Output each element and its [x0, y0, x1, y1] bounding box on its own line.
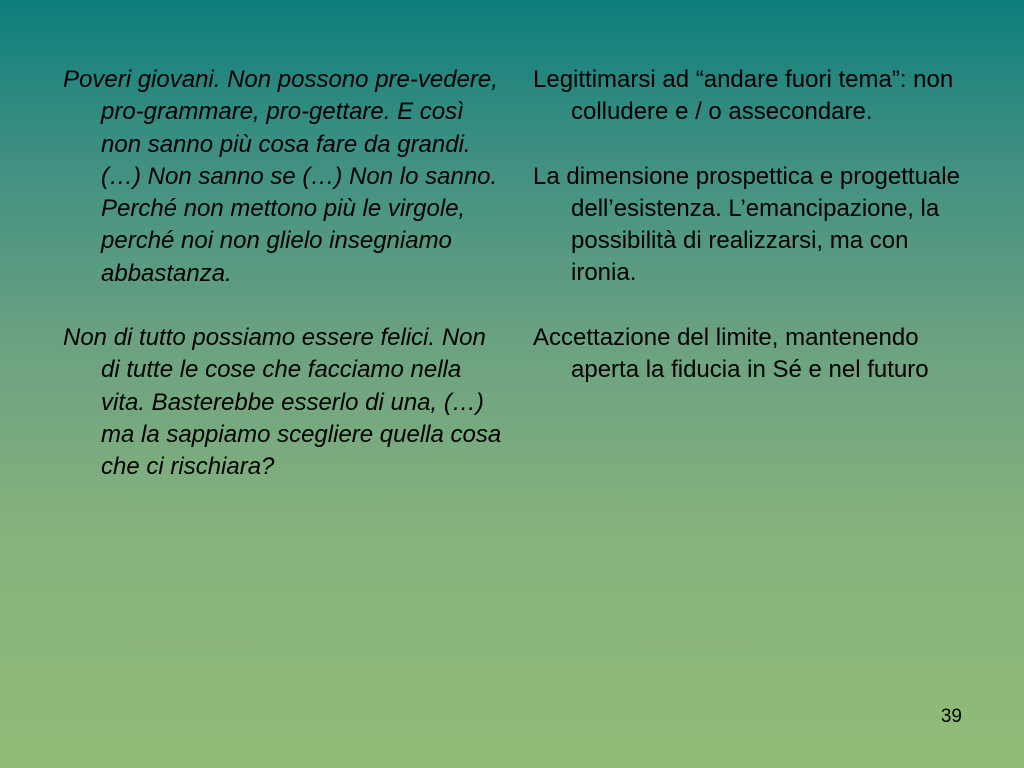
left-paragraph-1: Poveri giovani. Non possono pre-vedere, pro-grammare, pro-gettare. E così non sanno più cosa fare da grandi. (…) Non sanno se (…) Non lo sanno. Perché non mettono più le virgole, perché noi non glielo insegniamo abbastanza.: [63, 66, 498, 287]
left-text-column: [63, 64, 503, 516]
left-paragraph-2: Non di tutto possiamo essere felici. Non di tutte le cose che facciamo nella vita. Basterebbe esserlo di una, (…) ma la sappiamo scegliere quella cosa che ci rischiara?: [63, 324, 502, 481]
right-paragraph-2: La dimensione prospettica e progettuale dell’esistenza. L’emancipazione, la possibilità di realizzarsi, ma con ironia.: [533, 162, 960, 287]
right-paragraph-3: Accettazione del limite, mantenendo aperta la fiducia in Sé e nel futuro: [533, 323, 929, 384]
slide-number: 39: [940, 706, 962, 727]
right-text-column: [533, 64, 973, 418]
right-paragraph-1: Legittimarsi ad “andare fuori tema”: non colludere e / o assecondare.: [533, 66, 954, 126]
